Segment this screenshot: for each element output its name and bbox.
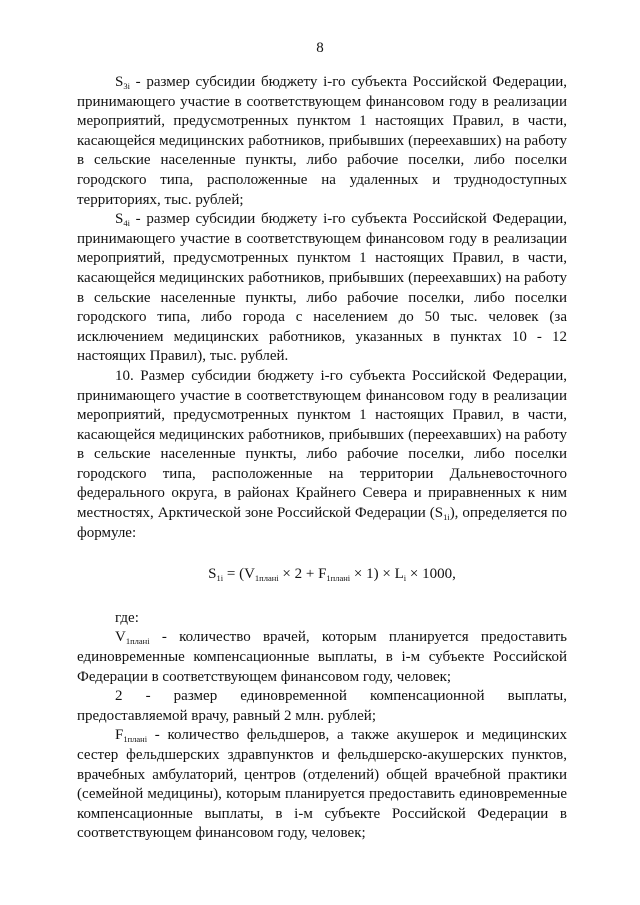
page-number: 8	[316, 40, 324, 56]
definition-text: - количество врачей, которым планируется предоставить единовременные компенсационные выплаты, в i-м субъекте Российской Федерации в соответствующем финансовом году, человек;	[77, 629, 567, 685]
symbol-s4i: $S_{4i}$	[115, 211, 130, 229]
paragraph-text-tail: ), определяется по формуле:	[77, 505, 568, 541]
document-body	[77, 73, 567, 844]
symbol-s3i: $S_{3i}$	[115, 74, 130, 91]
definition-text: - количество фельдшеров, а также акушерок и медицинских сестер фельдшерских здравпунктов и фельдшерско-акушерских пунктов, врачебных амбулаторий, центров (отделений) общей врачебной практики (семейной медицины), которым планируется предоставить единовременные компенсационные выплаты, в i-м субъекте Российской Федерации в соответствующем финансовом году, человек;	[77, 727, 567, 842]
paragraph-text: - размер субсидии бюджету i-го субъекта Российской Федерации, принимающего участие в соответствующем финансовом году в реализации мероприятий, предусмотренных пунктом 1 настоящих Правил, в части, касающейся медицинских работников, прибывших (переехавших) на работу в сельские населенные пункты, либо рабочие поселки, либо поселки городского типа, расположенные на удаленных и труднодоступных территориях, тыс. рублей;	[77, 74, 567, 208]
symbol-v1plan: $V_{1плані}$	[115, 629, 150, 647]
paragraph-text: - размер субсидии бюджету i-го субъекта Российской Федерации, принимающего участие в соответствующем финансовом году в реализации мероприятий, предусмотренных пунктом 1 настоящих Правил, в части, касающейся медицинских работников, прибывших (переехавших) на работу в сельские населенные пункты, либо рабочие поселки, либо поселки городского типа, либо города с населением до 50 тыс. человек (за исключением медицинских работников, указанных в пунктах 10 - 12 настоящих Правил), тыс. рублей.	[77, 211, 567, 365]
paragraph-item-10	[77, 367, 567, 543]
where-label: где:	[115, 609, 139, 626]
paragraph-s3i	[77, 73, 567, 210]
symbol-s1i: $S_{1i}$	[434, 505, 450, 523]
paragraph-text: 10. Размер субсидии бюджету i-го субъекта Российской Федерации, принимающего участие в соответствующем финансовом году в реализации мероприятий, предусмотренных пунктом 1 настоящих Правил, в части, касающейся медицинских работников, прибывших (переехавших) на работу в сельские населенные пункты, либо рабочие поселки, либо поселки городского типа, расположенные на территории Дальневосточного федерального округа, в районах Крайнего Севера и приравненных к ним местностях, Арктической зоне Российской Федерации (	[77, 367, 567, 522]
definition-2	[77, 687, 567, 726]
definition-text: - размер единовременной компенсационной выплаты, предоставляемой врачу, равный 2 млн. рублей;	[77, 688, 567, 724]
paragraph-s4i	[77, 210, 567, 367]
formula: $S_{1i} = (V_{1плані} \times 2 + F_{1плані} \times 1) \times L_i \times 1000$,	[208, 566, 456, 584]
definition-f1plan	[77, 726, 567, 844]
symbol-2: 2	[115, 688, 123, 705]
symbol-f1plan: $F_{1плані}$	[115, 727, 148, 745]
definition-v1plan	[77, 628, 567, 687]
